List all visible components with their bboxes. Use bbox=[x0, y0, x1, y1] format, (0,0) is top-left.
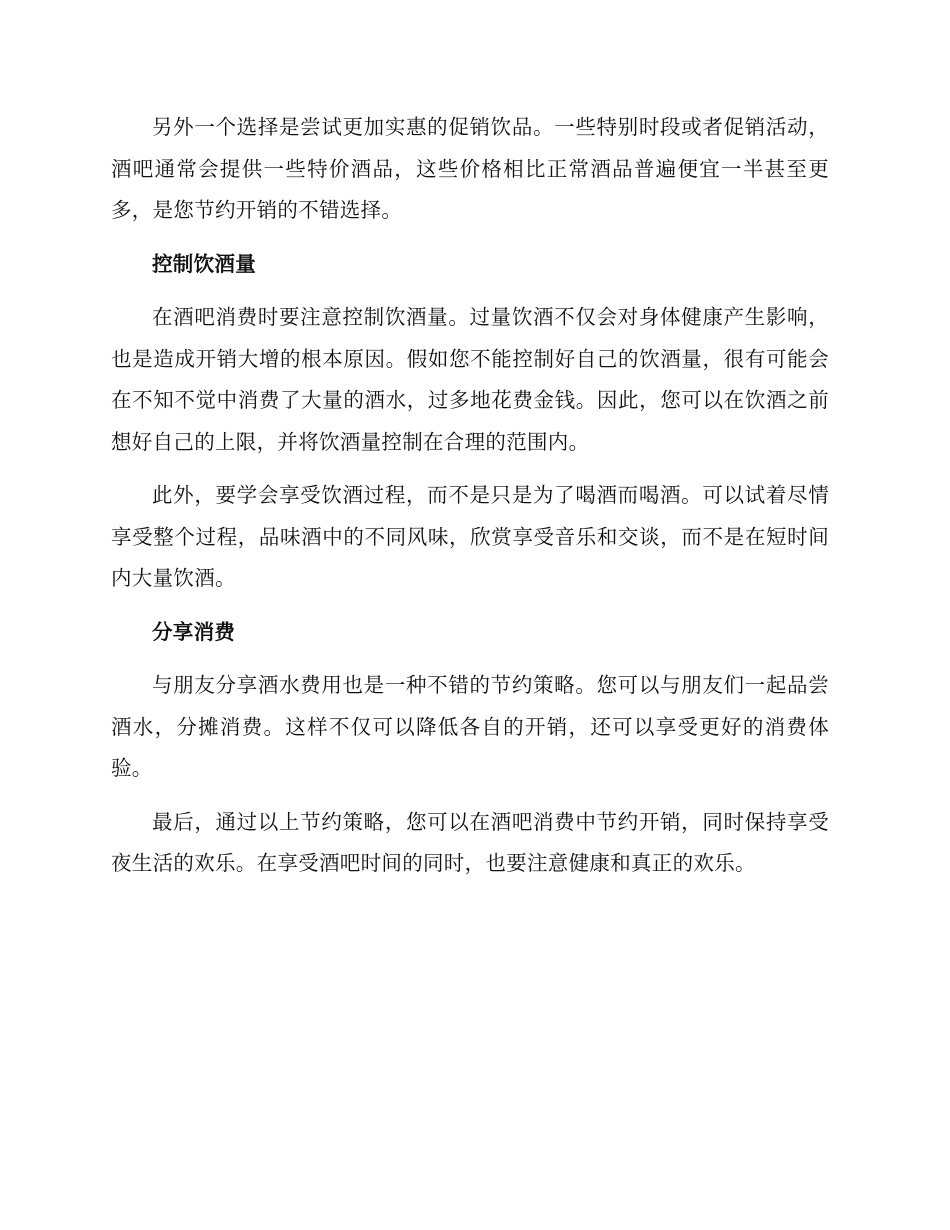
paragraph-enjoy-process: 此外，要学会享受饮酒过程，而不是只是为了喝酒而喝酒。可以试着尽情享受整个过程，品味酒中的不同风味，欣赏享受音乐和交谈，而不是在短时间内大量饮酒。 bbox=[111, 483, 829, 590]
section-heading-control-drinking: 控制饮酒量 bbox=[152, 251, 256, 276]
paragraph-control-amount: 在酒吧消费时要注意控制饮酒量。过量饮酒不仅会对身体健康产生影响，也是造成开销大增的根本原因。假如您不能控制好自己的饮酒量，很有可能会在不知不觉中消费了大量的酒水，过多地花费金钱。因此，您可以在饮酒之前想好自己的上限，并将饮酒量控制在合理的范围内。 bbox=[111, 305, 829, 454]
section-heading-share-costs: 分享消费 bbox=[152, 619, 236, 644]
paragraph-conclusion: 最后，通过以上节约策略，您可以在酒吧消费中节约开销，同时保持享受夜生活的欢乐。在享受酒吧时间的同时，也要注意健康和真正的欢乐。 bbox=[111, 809, 829, 875]
document-body bbox=[111, 107, 829, 897]
paragraph-promo-drinks: 另外一个选择是尝试更加实惠的促销饮品。一些特别时段或者促销活动，酒吧通常会提供一些特价酒品，这些价格相比正常酒品普遍便宜一半甚至更多，是您节约开销的不错选择。 bbox=[111, 115, 829, 222]
paragraph-share-with-friends: 与朋友分享酒水费用也是一种不错的节约策略。您可以与朋友们一起品尝酒水，分摊消费。这样不仅可以降低各自的开销，还可以享受更好的消费体验。 bbox=[111, 673, 829, 780]
